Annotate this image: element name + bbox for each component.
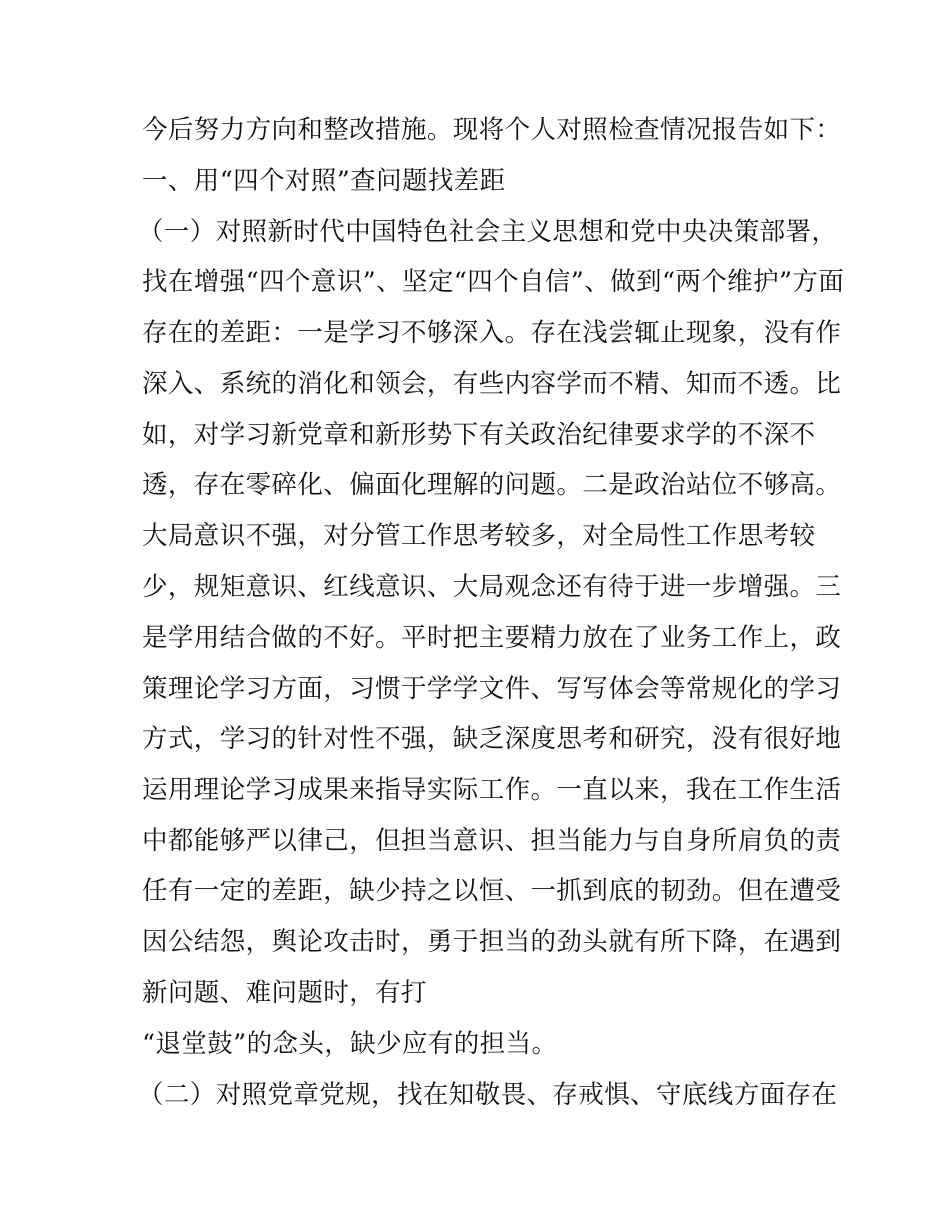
text-line: 是学用结合做的不好。平时把主要精力放在了业务工作上，政: [142, 623, 842, 653]
text-line: 因公结怨，舆论攻击时，勇于担当的劲头就有所下降，在遇到: [142, 927, 842, 957]
text-line: 深入、系统的消化和领会，有些内容学而不精、知而不透。比: [142, 369, 842, 399]
section-heading: 一、用“四个对照”查问题找差距: [142, 166, 506, 196]
subsection-heading: （二）对照党章党规，找在知敬畏、存戒惧、守底线方面存在: [138, 1080, 838, 1110]
text-line: 少，规矩意识、红线意识、大局观念还有待于进一步增强。三: [142, 572, 842, 602]
subsection-heading: （一）对照新时代中国特色社会主义思想和党中央决策部署，: [138, 217, 838, 247]
text-line: 如，对学习新党章和新形势下有关政治纪律要求学的不深不: [142, 420, 816, 450]
text-line: 中都能够严以律己，但担当意识、担当能力与自身所肩负的责: [142, 826, 842, 856]
text-line: 策理论学习方面，习惯于学学文件、写写体会等常规化的学习: [142, 674, 842, 704]
text-line: 透，存在零碎化、偏面化理解的问题。二是政治站位不够高。: [142, 470, 842, 500]
text-line: 运用理论学习成果来指导实际工作。一直以来，我在工作生活: [142, 775, 842, 805]
text-line: 今后努力方向和整改措施。现将个人对照检查情况报告如下：: [142, 115, 842, 145]
text-line: 找在增强“四个意识”、坚定“四个自信”、做到“两个维护”方面: [142, 267, 845, 297]
text-line: “退堂鼓”的念头，缺少应有的担当。: [142, 1029, 558, 1059]
text-line: 存在的差距：一是学习不够深入。存在浅尝辄止现象，没有作: [142, 318, 842, 348]
text-line: 方式，学习的针对性不强，缺乏深度思考和研究，没有很好地: [142, 724, 842, 754]
text-line: 大局意识不强，对分管工作思考较多，对全局性工作思考较: [142, 521, 816, 551]
text-line: 新问题、难问题时，有打: [142, 978, 427, 1008]
text-line: 任有一定的差距，缺少持之以恒、一抓到底的韧劲。但在遭受: [142, 876, 842, 906]
